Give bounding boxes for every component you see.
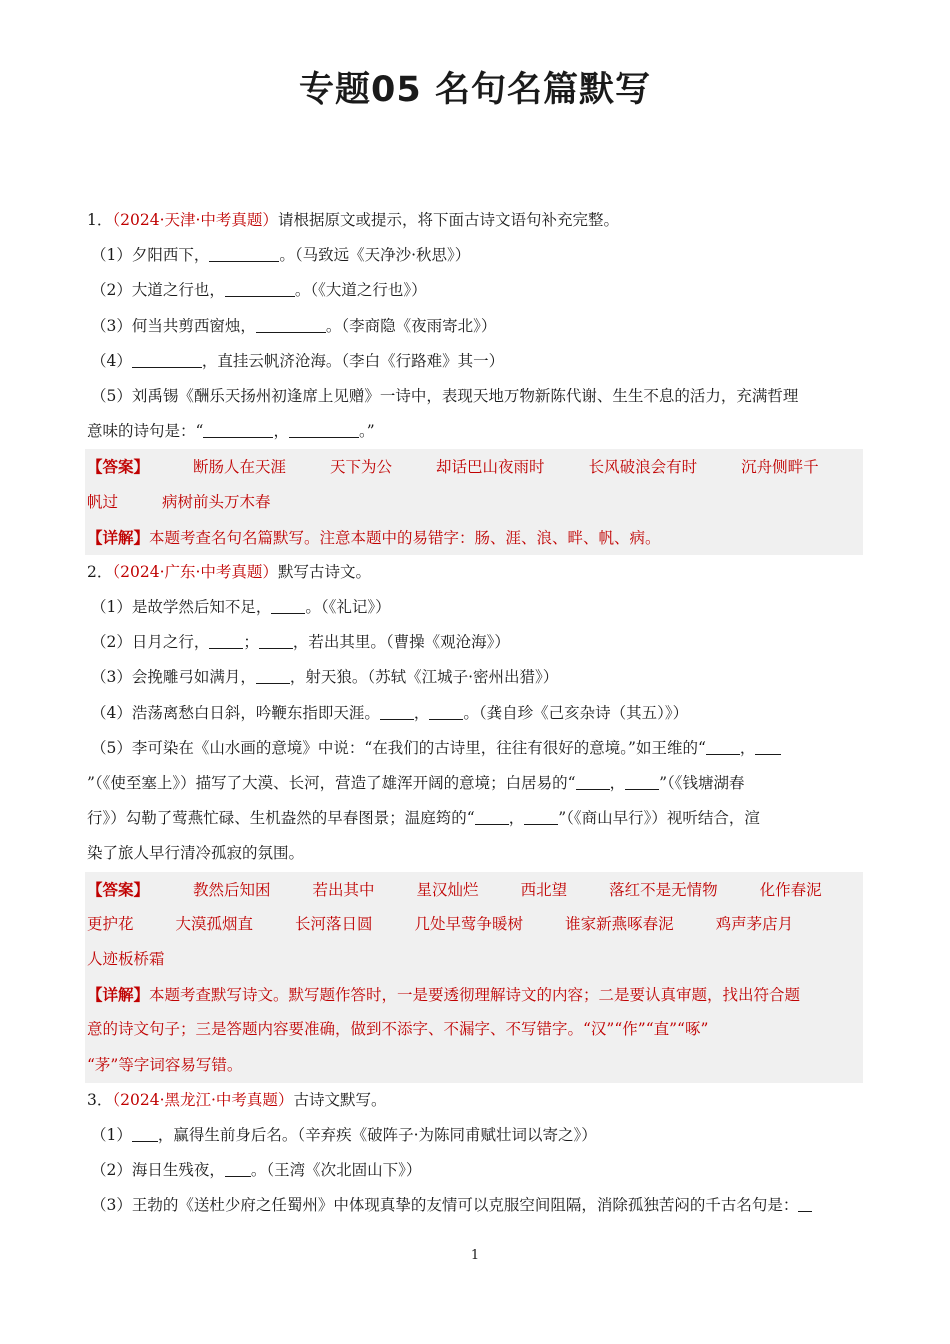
item-text: ， <box>609 774 626 792</box>
item-text: （3）王勃的《送杜少府之任蜀州》中体现真挚的友情可以克服空间阻隔，消除孤独苦闷的千古名句是： <box>91 1196 799 1215</box>
answer-blank <box>132 1123 158 1142</box>
item-text: ， <box>508 809 525 828</box>
detail-text: 意的诗文句子；三是答题内容要准确，做到不添字、不漏字、不写错字。“汉”“作”“直”“啄” <box>87 1020 709 1039</box>
question-1-item-3 <box>87 309 863 344</box>
item-text: 。（李商隐《夜雨寄北》） <box>325 316 497 335</box>
answer-item: 病树前头万木春 <box>162 492 271 511</box>
answer-blank <box>203 419 273 438</box>
answer-blank <box>209 243 279 262</box>
question-2-item-3 <box>87 660 863 695</box>
item-text: 。（《大道之行也》） <box>294 281 427 300</box>
answer-blank <box>225 278 295 297</box>
item-text: ”（《钱塘湖春 <box>659 774 745 792</box>
item-text: ， <box>413 703 430 722</box>
item-text: （2）大道之行也， <box>91 281 225 300</box>
answer-blank <box>380 701 414 720</box>
item-text: （3）何当共剪西窗烛， <box>91 316 256 335</box>
question-1-answer-block <box>85 449 863 555</box>
answer-item: 教然后知困 <box>193 880 271 899</box>
answer-item: 若出其中 <box>312 880 375 899</box>
answer-blank <box>706 736 740 755</box>
item-text: （2）海日生残夜， <box>91 1161 225 1180</box>
item-text: ； <box>243 633 259 652</box>
item-text: ， <box>739 738 756 757</box>
answer-row <box>87 907 863 942</box>
answer-item: 断肠人在天涯 <box>193 458 287 477</box>
answer-blank <box>225 1158 251 1177</box>
answer-item: 帆过 <box>87 492 119 511</box>
item-text: （4） <box>91 351 132 370</box>
answer-item: 却话巴山夜雨时 <box>436 458 545 477</box>
question-2-item-5-cont <box>87 766 863 801</box>
item-text: ， <box>273 422 289 441</box>
item-text: 。” <box>358 422 375 441</box>
question-1-item-5 <box>87 379 863 414</box>
answer-item: 谁家新燕啄春泥 <box>565 914 674 933</box>
question-2-detail <box>87 977 863 1012</box>
answer-blank <box>576 771 610 790</box>
question-1-stem <box>87 203 863 238</box>
item-text: 行》）勾勒了莺燕忙碌、生机盎然的早春图景；温庭筠的“ <box>87 809 475 828</box>
question-2-item-5-cont <box>87 836 863 871</box>
item-text: ，若出其里。（曹操《观沧海》） <box>292 633 510 652</box>
item-text: 。（《礼记》） <box>305 598 391 617</box>
page-title: 专题05 名句名篇默写 <box>299 70 651 110</box>
item-text: （5）刘禹锡《酬乐天扬州初逢席上见赠》一诗中，表现天地万物新陈代谢、生生不息的活力，充满哲理 <box>91 386 799 405</box>
item-text: ，直挂云帆济沧海。（李白《行路难》其一） <box>201 351 505 370</box>
answer-item: 西北望 <box>520 880 568 899</box>
question-number: 3． <box>87 1090 113 1109</box>
item-text: 意味的诗句是：“ <box>87 422 204 441</box>
question-1-item-2 <box>87 273 863 308</box>
item-text: ”（《商山早行》）视听结合，渲 <box>558 809 760 828</box>
answer-item: 更护花 <box>87 914 134 933</box>
detail-text: 本题考查默写诗文。默写题作答时，一是要透彻理解诗文的内容；二是要认真审题，找出符合题 <box>149 986 801 1005</box>
answer-row <box>87 449 863 484</box>
question-2-item-5 <box>87 731 863 766</box>
item-text: 。（王湾《次北固山下》） <box>250 1161 422 1180</box>
answer-blank <box>755 736 781 755</box>
question-1-item-1 <box>87 238 863 273</box>
question-source: （2024·广东·中考真题） <box>112 562 278 581</box>
item-text: （3）会挽雕弓如满月， <box>91 668 256 687</box>
item-text: （2）日月之行， <box>91 633 210 652</box>
answer-tag: 【答案】 <box>87 457 150 477</box>
item-text: ，射天狼。（苏轼《江城子·密州出猎》） <box>289 668 559 687</box>
question-2-item-5-cont <box>87 801 863 836</box>
answer-item: 鸡声茅店月 <box>715 914 794 933</box>
item-text: 染了旅人早行清冷孤寂的氛围。 <box>87 844 305 863</box>
answer-item: 天下为公 <box>330 458 393 477</box>
answer-blank <box>625 771 659 790</box>
question-2-item-1 <box>87 590 863 625</box>
answer-row <box>87 942 863 977</box>
question-1-item-5-cont <box>87 414 863 449</box>
answer-item: 长风破浪会有时 <box>588 458 698 477</box>
item-text: 。（龚自珍《己亥杂诗（其五）》） <box>463 703 689 722</box>
answer-item: 大漠孤烟直 <box>175 914 254 933</box>
answer-item: 化作春泥 <box>759 880 822 899</box>
answer-blank <box>271 595 305 614</box>
question-1-detail <box>87 520 863 555</box>
question-text: 默写古诗文。 <box>277 562 371 581</box>
answer-blank <box>132 349 202 368</box>
question-2-item-4 <box>87 696 863 731</box>
answer-item: 长河落日圆 <box>295 914 373 933</box>
question-2-stem <box>87 555 863 590</box>
answer-blank <box>259 630 293 649</box>
detail-text: 本题考查名句名篇默写。注意本题中的易错字：肠、涯、浪、畔、帆、病。 <box>149 528 661 547</box>
question-2-item-2 <box>87 625 863 660</box>
question-2-detail <box>87 1012 863 1047</box>
answer-blank <box>429 701 463 720</box>
question-text: 古诗文默写。 <box>293 1090 387 1109</box>
answer-blank <box>475 806 509 825</box>
answer-item: 星汉灿烂 <box>416 880 479 899</box>
answer-blank <box>798 1193 812 1212</box>
question-1-item-4 <box>87 344 863 379</box>
item-text: （1） <box>91 1125 132 1144</box>
document-body <box>87 203 863 1223</box>
answer-row <box>87 485 863 520</box>
question-3-item-1 <box>87 1118 863 1153</box>
question-3-item-3 <box>87 1188 863 1223</box>
answer-item: 几处早莺争暖树 <box>414 914 524 933</box>
answer-blank <box>256 314 326 333</box>
item-text: （5）李可染在《山水画的意境》中说：“在我们的古诗里，往往有很好的意境。”如王维的“ <box>91 738 706 757</box>
item-text: （1）夕阳西下， <box>91 246 210 265</box>
item-text: 。（马致远《天净沙·秋思》） <box>279 246 471 265</box>
question-text: 请根据原文或提示，将下面古诗文语句补充完整。 <box>277 211 619 229</box>
answer-blank <box>289 419 359 438</box>
item-text: （4）浩荡离愁白日斜，吟鞭东指即天涯。 <box>91 703 380 722</box>
question-3-item-2 <box>87 1153 863 1188</box>
item-text: ，赢得生前身后名。（辛弃疾《破阵子·为陈同甫赋壮词以寄之》） <box>157 1125 597 1144</box>
question-source: （2024·天津·中考真题） <box>112 211 278 229</box>
detail-tag: 【详解】 <box>87 527 150 547</box>
item-text: （1）是故学然后知不足， <box>91 598 272 617</box>
question-3-stem <box>87 1083 863 1118</box>
question-number: 2． <box>87 562 113 581</box>
item-text: ”（《使至塞上》）描写了大漠、长河，营造了雄浑开阔的意境；白居易的“ <box>87 774 576 792</box>
answer-item: 人迹板桥霜 <box>87 949 165 968</box>
question-2-detail <box>87 1048 863 1083</box>
answer-item: 沉舟侧畔千 <box>741 458 819 477</box>
page-number: 1 <box>470 1248 480 1263</box>
answer-row <box>87 872 863 907</box>
question-2-answer-block <box>85 872 863 1083</box>
answer-blank <box>256 665 290 684</box>
question-number: 1． <box>87 211 113 229</box>
question-source: （2024·黑龙江·中考真题） <box>112 1090 294 1109</box>
answer-tag: 【答案】 <box>87 879 150 899</box>
detail-tag: 【详解】 <box>87 985 150 1005</box>
answer-blank <box>209 630 243 649</box>
answer-item: 落红不是无情物 <box>609 880 718 899</box>
answer-blank <box>524 806 558 825</box>
detail-text: “茅”等字词容易写错。 <box>87 1055 243 1074</box>
